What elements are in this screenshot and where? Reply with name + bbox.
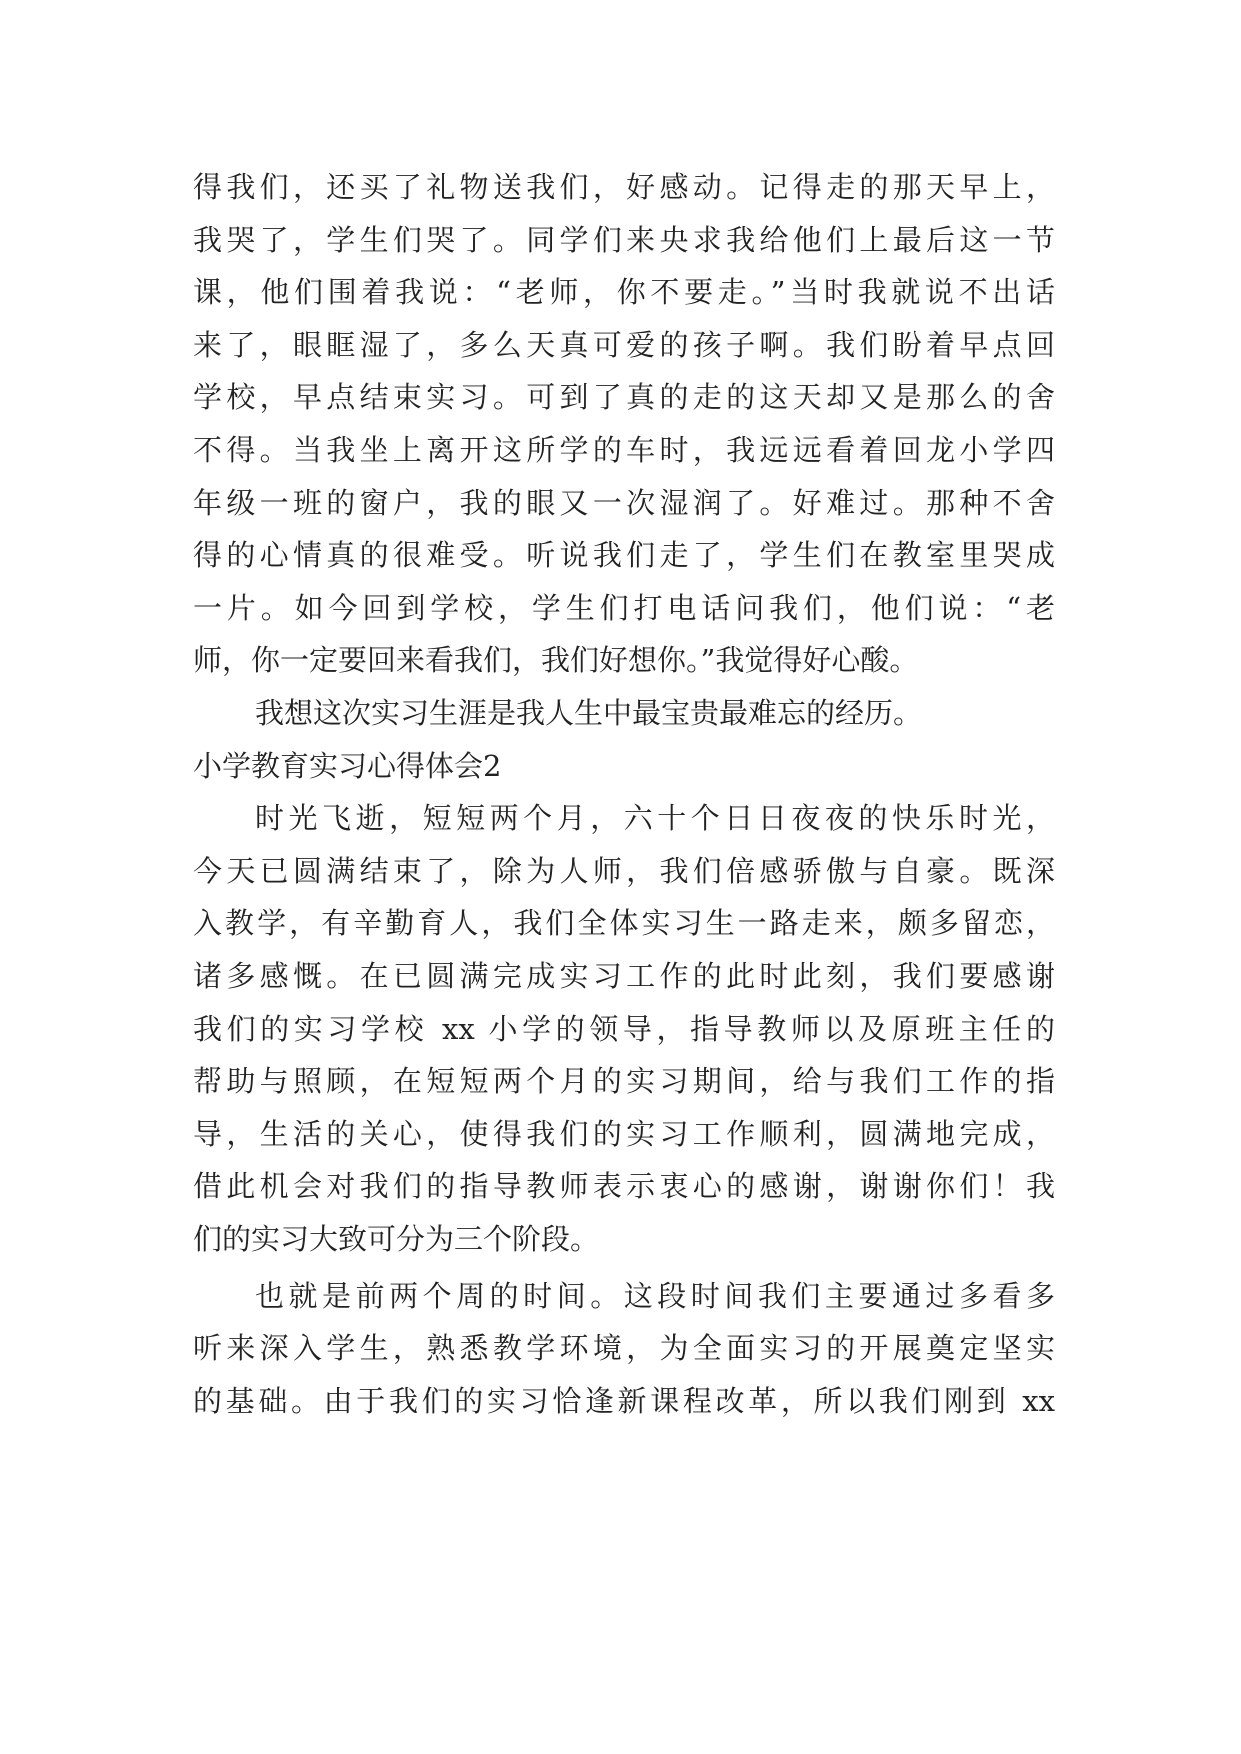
text-line: 一片。如今回到学校，学生们打电话问我们，他们说：“老 [193,590,1055,625]
text-line: 得我们，还买了礼物送我们，好感动。记得走的那天早上， [193,170,1055,204]
text-line: 时光飞逝，短短两个月，六十个日日夜夜的快乐时光， [255,801,1055,836]
text-line: 师，你一定要回来看我们，我们好想你。”我觉得好心酸。 [193,643,919,678]
text-line: 也就是前两个周的时间。这段时间我们主要通过多看多 [255,1278,1055,1313]
text-line: 帮助与照顾，在短短两个月的实习期间，给与我们工作的指 [193,1064,1055,1099]
text-line: 不得。当我坐上离开这所学的车时，我远远看着回龙小学四 [193,433,1055,467]
text-line: 我们的实习学校 xx 小学的领导，指导教师以及原班主任的 [193,1011,1055,1046]
text-line: 来了，眼眶湿了，多么天真可爱的孩子啊。我们盼着早点回 [193,327,1055,362]
text-line: 我哭了，学生们哭了。同学们来央求我给他们上最后这一节 [193,222,1055,257]
text-line: 得的心情真的很难受。听说我们走了，学生们在教室里哭成 [193,538,1055,573]
text-line: 学校，早点结束实习。可到了真的走的这天却又是那么的舍 [193,380,1055,415]
text-line: 我想这次实习生涯是我人生中最宝贵最难忘的经历。 [255,696,923,730]
text-line: 入教学，有辛勤育人，我们全体实习生一路走来，颇多留恋， [193,906,1055,941]
text-line: 课，他们围着我说：“老师，你不要走。”当时我就说不出话 [193,275,1055,310]
text-line: 听来深入学生，熟悉教学环境，为全面实习的开展奠定坚实 [193,1331,1055,1366]
text-line: 的基础。由于我们的实习恰逢新课程改革，所以我们刚到 xx [193,1383,1055,1418]
text-line: 导，生活的关心，使得我们的实习工作顺利，圆满地完成， [193,1116,1055,1151]
text-line: 诸多感慨。在已圆满完成实习工作的此时此刻，我们要感谢 [193,959,1055,993]
text-line: 借此机会对我们的指导教师表示衷心的感谢，谢谢你们！我 [193,1169,1055,1204]
text-line: 们的实习大致可分为三个阶段。 [193,1222,600,1256]
section-heading: 小学教育实习心得体会2 [193,748,502,783]
text-line: 年级一班的窗户，我的眼又一次湿润了。好难过。那种不舍 [193,485,1055,520]
text-line: 今天已圆满结束了，除为人师，我们倍感骄傲与自豪。既深 [193,853,1055,888]
